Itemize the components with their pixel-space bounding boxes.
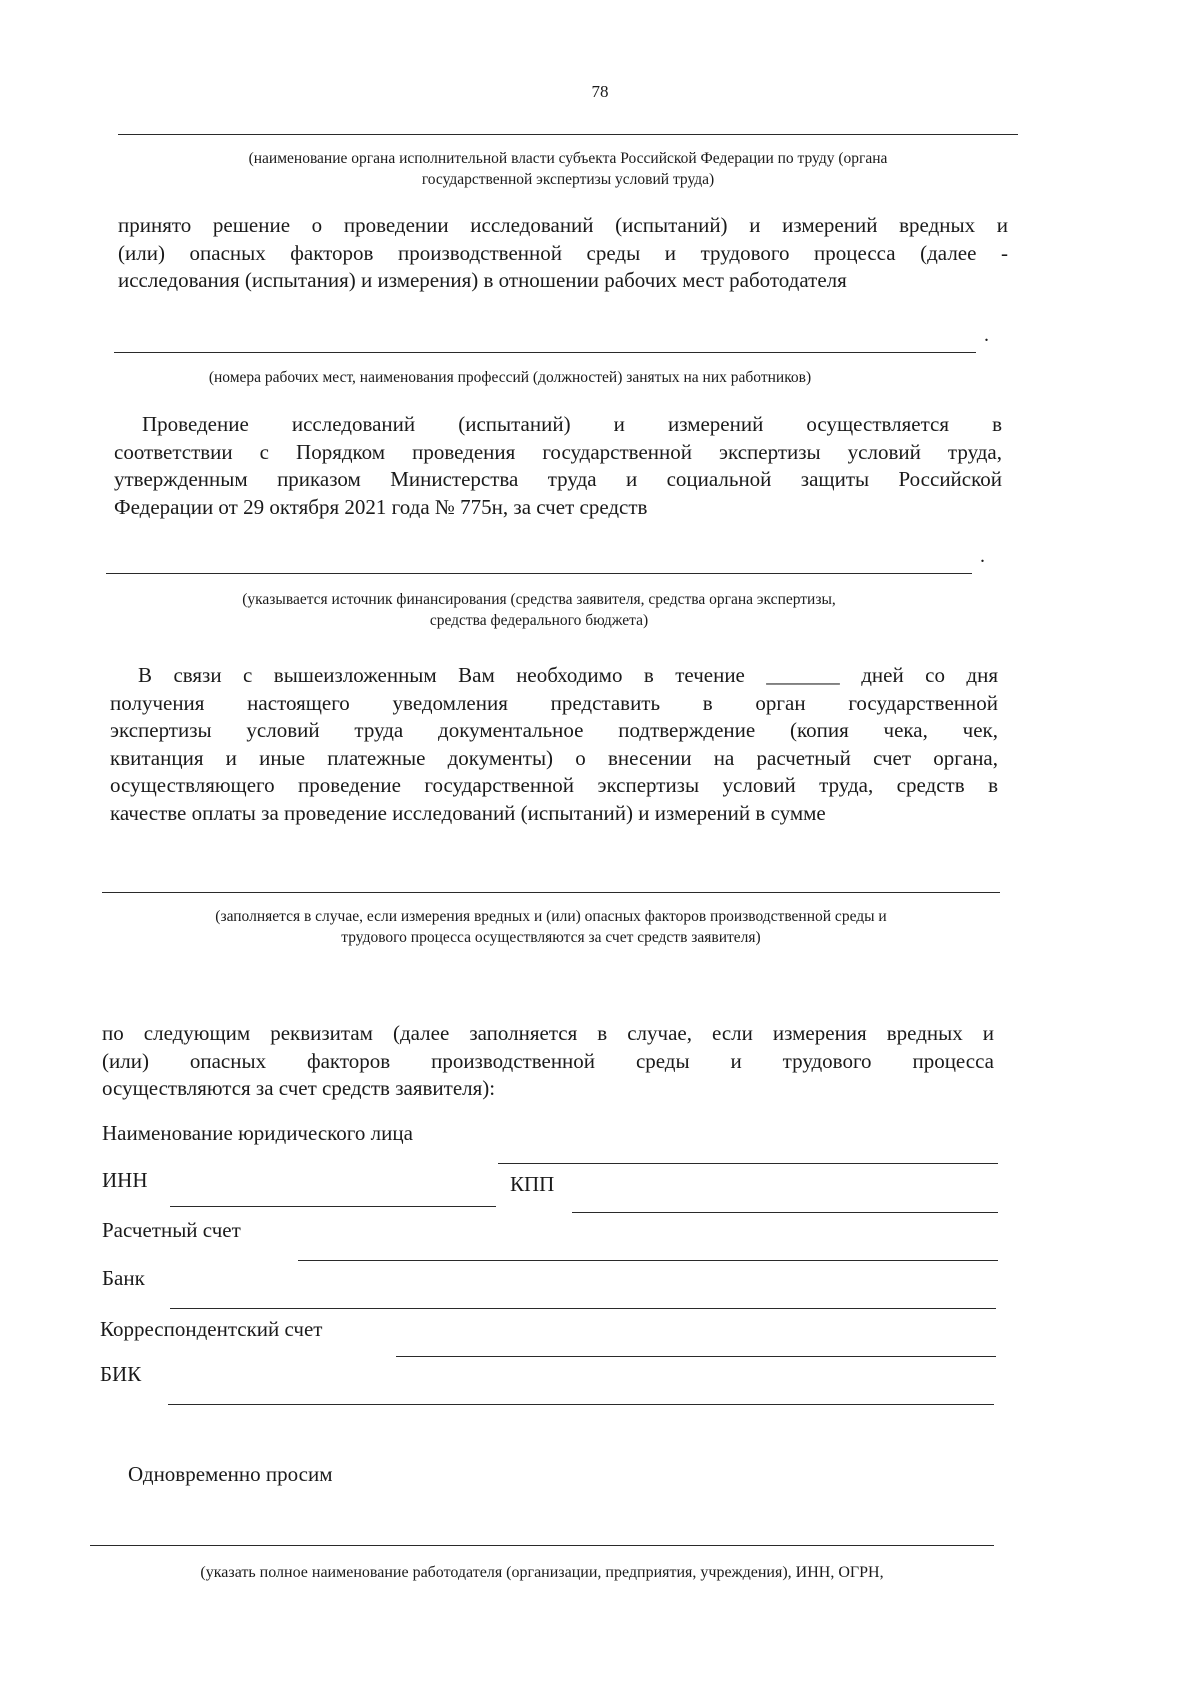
procedure-line-4: Федерации от 29 октября 2021 года № 775н, за счет средств — [114, 494, 648, 519]
workplaces-line — [114, 352, 976, 353]
applicant-line — [102, 892, 1000, 893]
workplaces-note: (номера рабочих мест, наименования профессий (должностей) занятых на них работников) — [208, 369, 812, 386]
funding-note-line-2: средства федерального бюджета) — [429, 612, 649, 629]
decision-paragraph — [118, 212, 1008, 295]
account-field[interactable] — [298, 1260, 998, 1261]
employer-line — [90, 1545, 994, 1546]
inn-label: ИНН — [102, 1168, 148, 1192]
requisites-line-1: по следующим реквизитам (далее заполняется в случае, если измерения вредных и — [102, 1021, 994, 1045]
authority-line — [118, 134, 1018, 135]
decision-line-3: исследования (испытания) и измерения) в отношении рабочих мест работодателя — [118, 268, 847, 292]
payment-line-3: экспертизы условий труда документальное подтверждение (копия чека, чек, — [110, 718, 998, 742]
funding-dot: . — [980, 545, 985, 567]
decision-line-1: принято решение о проведении исследований (испытаний) и измерений вредных и — [118, 213, 1008, 237]
payment-paragraph — [110, 662, 998, 827]
employer-note: (указать полное наименование работодателя (организации, предприятия, учреждения), ИНН, ОГРН, — [200, 1564, 884, 1581]
requisites-paragraph — [102, 1020, 994, 1103]
bank-field[interactable] — [170, 1308, 996, 1309]
funding-note-line-1: (указывается источник финансирования (средства заявителя, средства органа экспертизы, — [242, 591, 836, 608]
payment-line-5: осуществляющего проведение государственной экспертизы условий труда, средств в — [110, 773, 998, 797]
decision-line-2: (или) опасных факторов производственной среды и трудового процесса (далее - — [118, 240, 1008, 265]
procedure-paragraph — [114, 411, 1002, 521]
applicant-note — [102, 906, 1000, 948]
payment-line-4: квитанция и иные платежные документы) о внесении на расчетный счет органа, — [110, 745, 998, 770]
procedure-line-2: соответствии с Порядком проведения государственной экспертизы условий труда, — [114, 439, 1002, 464]
applicant-note-line-2: трудового процесса осуществляются за счет средств заявителя) — [341, 929, 761, 946]
procedure-line-1: Проведение исследований (испытаний) и измерений осуществляется в — [142, 412, 1002, 436]
also-request-text: Одновременно просим — [128, 1462, 333, 1486]
payment-line-1: В связи с вышеизложенным Вам необходимо в течение _______ дней со дня — [138, 663, 998, 687]
bik-label: БИК — [100, 1362, 142, 1386]
authority-note — [118, 148, 1018, 190]
legal-entity-field[interactable] — [498, 1163, 998, 1164]
requisites-line-2: (или) опасных факторов производственной среды и трудового процесса — [102, 1048, 994, 1073]
corr-account-label: Корреспондентский счет — [100, 1317, 323, 1341]
funding-note — [106, 589, 972, 631]
bik-field[interactable] — [168, 1404, 994, 1405]
workplaces-dot: . — [984, 324, 989, 346]
page-number: 78 — [591, 82, 609, 101]
payment-line-6: качестве оплаты за проведение исследований (испытаний) и измерений в сумме — [110, 800, 826, 825]
bank-label: Банк — [102, 1266, 145, 1290]
applicant-note-line-1: (заполняется в случае, если измерения вредных и (или) опасных факторов производственной среды и — [215, 908, 887, 925]
inn-field[interactable] — [170, 1206, 496, 1207]
kpp-label: КПП — [510, 1172, 555, 1196]
authority-note-line-1: (наименование органа исполнительной власти субъекта Российской Федерации по труду (органа — [248, 150, 888, 167]
account-label: Расчетный счет — [102, 1218, 241, 1242]
kpp-field[interactable] — [572, 1212, 998, 1213]
payment-line-2: получения настоящего уведомления представить в орган государственной — [110, 690, 998, 715]
requisites-line-3: осуществляются за счет средств заявителя): — [102, 1076, 496, 1100]
procedure-line-3: утвержденным приказом Министерства труда и социальной защиты Российской — [114, 467, 1002, 491]
funding-line — [106, 573, 972, 574]
corr-account-field[interactable] — [396, 1356, 996, 1357]
authority-note-line-2: государственной экспертизы условий труда) — [421, 171, 715, 188]
legal-entity-label: Наименование юридического лица — [102, 1121, 413, 1145]
